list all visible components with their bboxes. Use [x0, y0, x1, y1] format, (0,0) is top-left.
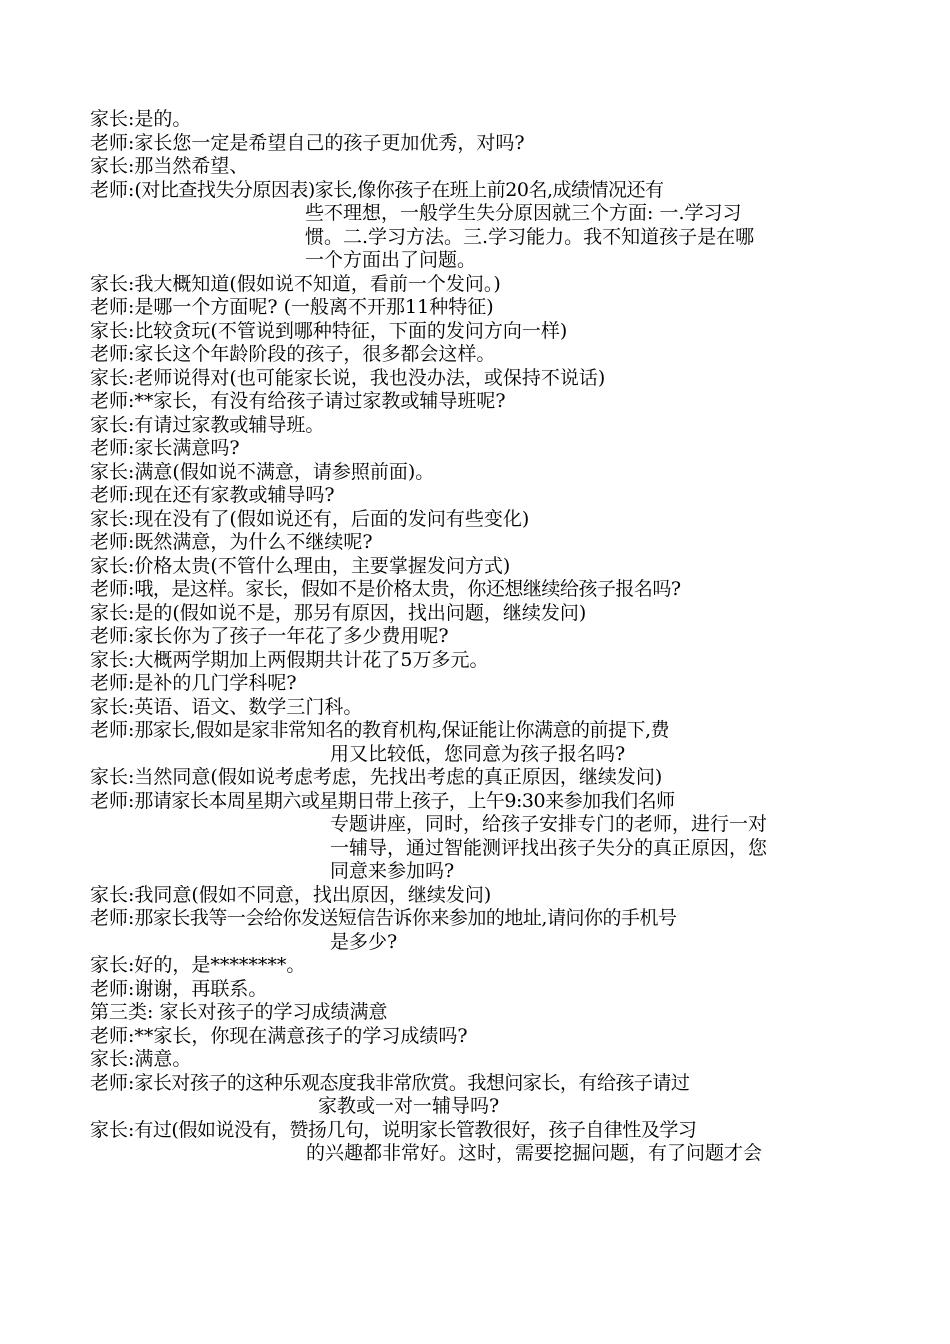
- dialogue-line: [90, 390, 870, 414]
- dialogue-text: 哦，是这样。家长，假如不是价格太贵，你还想继续给孩子报名吗?: [134, 578, 681, 600]
- speaker-label: 老师:: [90, 625, 135, 647]
- section-heading: 第三类: 家长对孩子的学习成绩满意: [90, 1001, 388, 1023]
- dialogue-text: 好的，是********。: [134, 954, 306, 976]
- dialogue-text: 是的(假如说不是，那另有原因，找出问题，继续发问): [134, 601, 587, 624]
- continuation-line: 同意来参加吗?: [330, 860, 455, 882]
- speaker-label: 家长:: [90, 366, 135, 389]
- speaker-label: 家长:: [90, 272, 135, 295]
- dialogue-text: 当然同意(假如说考虑考虑，先找出考虑的真正原因，继续发问): [134, 766, 663, 788]
- speaker-label: 家长:: [90, 108, 135, 130]
- dialogue-line: [90, 884, 870, 908]
- dialogue-line: [90, 155, 870, 179]
- dialogue-line: [90, 437, 870, 461]
- speaker-label: 家长:: [90, 554, 135, 577]
- dialogue-line: [90, 649, 870, 673]
- dialogue-line: [90, 907, 870, 931]
- speaker-label: 老师:: [90, 343, 135, 365]
- dialogue-line: [90, 273, 870, 297]
- dialogue-line: [90, 578, 870, 602]
- speaker-label: 老师:: [90, 178, 135, 201]
- speaker-label: 家长:: [90, 648, 135, 671]
- dialogue-line: [90, 954, 870, 978]
- dialogue-text: 家长您一定是希望自己的孩子更加优秀，对吗?: [134, 131, 525, 154]
- speaker-label: 老师:: [90, 672, 135, 694]
- dialogue-text: 是补的几门学科呢?: [134, 672, 297, 694]
- dialogue-text: 现在还有家教或辅导吗?: [134, 484, 335, 506]
- dialogue-text: 那请家长本周星期六或星期日带上孩子，上午9:30来参加我们名师: [134, 789, 675, 812]
- dialogue-text: 老师说得对(也可能家长说，我也没办法，或保持不说话): [134, 366, 606, 389]
- dialogue-text: **家长，有没有给孩子请过家教或辅导班呢?: [134, 390, 506, 412]
- speaker-label: 老师:: [90, 1071, 135, 1094]
- dialogue-line: [90, 1048, 870, 1072]
- speaker-label: 家长:: [90, 1048, 135, 1070]
- speaker-label: 家长:: [90, 766, 135, 788]
- dialogue-line: [90, 602, 870, 626]
- speaker-label: 家长:: [90, 413, 135, 436]
- speaker-label: 老师:: [90, 789, 135, 812]
- continuation-line: 是多少?: [330, 930, 398, 953]
- document-page: [90, 108, 870, 1166]
- continuation-line: 专题讲座，同时，给孩子安排专门的老师，进行一对: [330, 813, 768, 835]
- dialogue-text: 英语、语文、数学三门科。: [134, 695, 363, 718]
- dialogue-text: 价格太贵(不管什么理由，主要掌握发问方式): [134, 554, 511, 577]
- dialogue-text: 有过(假如说没有，赞扬几句，说明家长管教很好，孩子自律性及学习: [134, 1118, 697, 1141]
- dialogue-line: [90, 555, 870, 579]
- speaker-label: 家长:: [90, 954, 135, 976]
- dialogue-text: **家长，你现在满意孩子的学习成绩吗?: [134, 1024, 468, 1047]
- speaker-label: 家长:: [90, 507, 135, 530]
- dialogue-line: [90, 1072, 870, 1096]
- continuation-line: 些不理想，一般学生失分原因就三个方面: 一.学习习: [305, 202, 742, 224]
- speaker-label: 老师:: [90, 531, 135, 553]
- dialogue-text: 是的。: [134, 108, 192, 130]
- speaker-label: 老师:: [90, 1024, 135, 1047]
- dialogue-line: [90, 790, 870, 814]
- continuation-line: 家教或一对一辅导吗?: [318, 1095, 500, 1117]
- dialogue-line: [90, 508, 870, 532]
- dialogue-text: 家长满意吗?: [134, 437, 240, 459]
- continuation-line: 的兴趣都非常好。这时，需要挖掘问题，有了问题才会: [306, 1142, 763, 1164]
- dialogue-text: 现在没有了(假如说还有，后面的发问有些变化): [134, 507, 530, 530]
- dialogue-line: [90, 132, 870, 156]
- speaker-label: 老师:: [90, 390, 135, 412]
- dialogue-text: 那家长,假如是家非常知名的教育机构,保证能让你满意的前提下,费: [134, 719, 670, 741]
- dialogue-text: 满意。: [134, 1048, 192, 1070]
- dialogue-line: [90, 296, 870, 320]
- dialogue-line: [90, 179, 870, 203]
- dialogue-text: 大概两学期加上两假期共计花了5万多元。: [134, 648, 489, 671]
- dialogue-text: 家长对孩子的这种乐观态度我非常欣赏。我想问家长，有给孩子请过: [134, 1071, 690, 1094]
- dialogue-line: [90, 672, 870, 696]
- speaker-label: 家长:: [90, 155, 135, 177]
- dialogue-text: 满意(假如说不满意，请参照前面)。: [134, 460, 435, 483]
- dialogue-line: [90, 978, 870, 1002]
- dialogue-text: 既然满意，为什么不继续呢?: [134, 531, 373, 553]
- speaker-label: 老师:: [90, 578, 135, 600]
- dialogue-line: [90, 1119, 870, 1143]
- dialogue-line: [90, 1025, 870, 1049]
- continuation-line: 惯。二.学习方法。三.学习能力。我不知道孩子是在哪: [305, 225, 755, 248]
- dialogue-text: 我大概知道(假如说不知道，看前一个发问。): [134, 272, 501, 295]
- speaker-label: 老师:: [90, 437, 135, 459]
- speaker-label: 家长:: [90, 695, 135, 718]
- dialogue-line: [90, 414, 870, 438]
- dialogue-line: [90, 484, 870, 508]
- dialogue-text: 有请过家教或辅导班。: [134, 413, 325, 436]
- continuation-line: 一辅导，通过智能测评找出孩子失分的真正原因，您: [330, 836, 768, 859]
- dialogue-text: 那家长我等一会给你发送短信告诉你来参加的地址,请问你的手机号: [134, 907, 677, 929]
- speaker-label: 老师:: [90, 719, 135, 741]
- speaker-label: 家长:: [90, 460, 135, 483]
- continuation-line: 用又比较低，您同意为孩子报名吗?: [330, 742, 626, 765]
- dialogue-text: 是哪一个方面呢? (一般离不开那11种特征): [134, 296, 494, 318]
- dialogue-line: [90, 108, 870, 132]
- continuation-line: 一个方面出了问题。: [305, 249, 477, 271]
- speaker-label: 老师:: [90, 131, 135, 154]
- dialogue-text: 那当然希望、: [134, 155, 249, 177]
- speaker-label: 老师:: [90, 977, 135, 1000]
- speaker-label: 家长:: [90, 319, 135, 342]
- dialogue-line: [90, 719, 870, 743]
- speaker-label: 家长:: [90, 883, 135, 906]
- dialogue-text: 家长你为了孩子一年花了多少费用呢?: [134, 625, 449, 647]
- dialogue-line: [90, 696, 870, 720]
- dialogue-line: [90, 461, 870, 485]
- dialogue-text: 我同意(假如不同意，找出原因，继续发问): [134, 883, 492, 906]
- speaker-label: 老师:: [90, 907, 135, 929]
- dialogue-text: 比较贪玩(不管说到哪种特征，下面的发问方向一样): [134, 319, 568, 342]
- dialogue-text: 谢谢，再联系。: [134, 977, 268, 1000]
- dialogue-text: (对比查找失分原因表)家长,像你孩子在班上前20名,成绩情况还有: [134, 178, 664, 201]
- dialogue-line: [90, 320, 870, 344]
- dialogue-line: [90, 531, 870, 555]
- dialogue-line: [90, 343, 870, 367]
- dialogue-line: [90, 766, 870, 790]
- speaker-label: 老师:: [90, 296, 135, 318]
- speaker-label: 家长:: [90, 601, 135, 624]
- speaker-label: 老师:: [90, 484, 135, 506]
- dialogue-line: [90, 367, 870, 391]
- dialogue-text: 家长这个年龄阶段的孩子，很多都会这样。: [134, 343, 496, 365]
- speaker-label: 家长:: [90, 1118, 135, 1141]
- dialogue-line: [90, 625, 870, 649]
